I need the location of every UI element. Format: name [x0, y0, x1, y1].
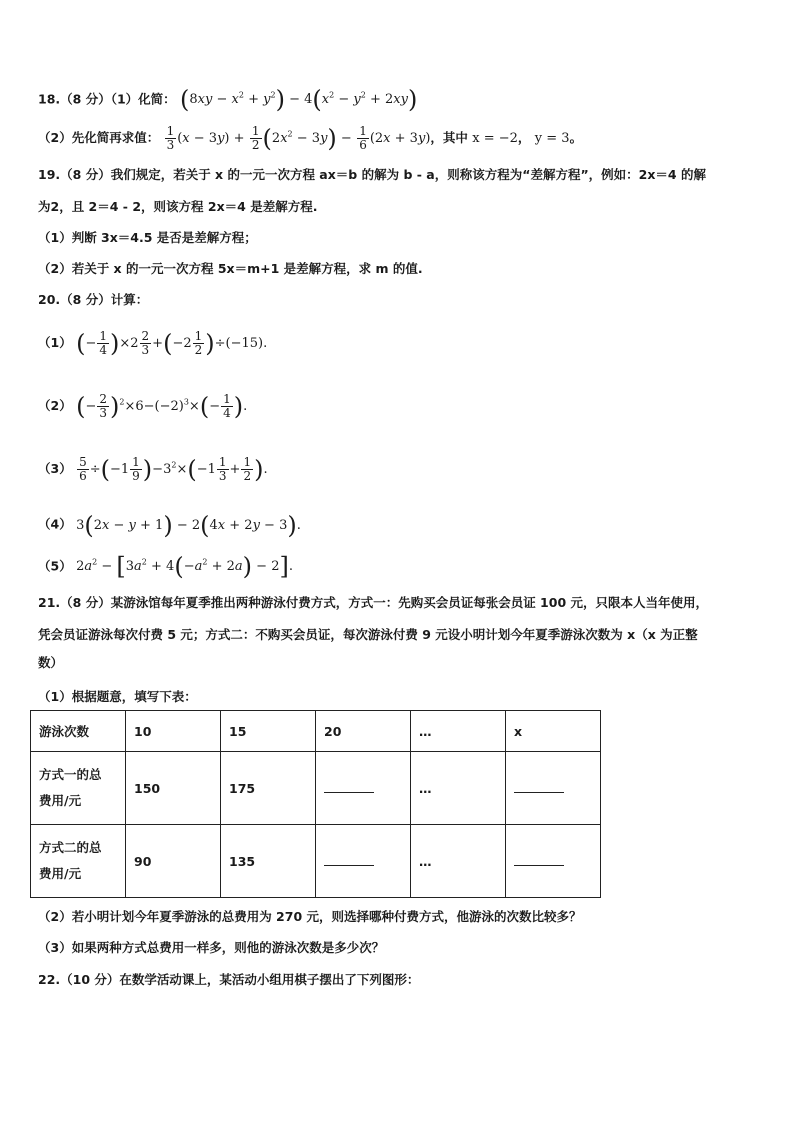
q20-header: 20.（8 分）计算： [38, 292, 149, 307]
answer-blank[interactable] [514, 855, 564, 866]
answer-blank[interactable] [514, 782, 564, 793]
table-cell: … [411, 752, 506, 825]
q18-where: ，其中 [430, 130, 468, 145]
table-cell: x [506, 711, 601, 752]
q20-p5-label: （5） [38, 558, 72, 574]
q21-line1: 21.（8 分）某游泳馆每年夏季推出两种游泳付费方式，方式一：先购买会员证每张会员证 100 元，只限本人当年使用， [38, 595, 708, 610]
q21-line2: 凭会员证游泳每次付费 5 元；方式二：不购买会员证，每次游泳付费 9 元设小明计划今年夏季游泳次数为 x（x 为正整 [38, 627, 698, 642]
q20-part4: （4） 3(2x − y + 1) − 2(4x + 2y − 3). [38, 511, 301, 539]
q19-part2: （2）若关于 x 的一元一次方程 5x＝m+1 是差解方程，求 m 的值. [38, 261, 423, 276]
blank-cell[interactable] [316, 752, 411, 825]
fraction: $\frac{1}{2}$ [251, 124, 260, 152]
table-cell: … [411, 711, 506, 752]
blank-cell[interactable] [506, 825, 601, 898]
q20-part2: （2） (− $\frac{2}{3}$ )$^2\times 6-(-2)^3\times(-$ $\frac{1}{4}$ ). [38, 392, 248, 421]
table-cell: 10 [126, 711, 221, 752]
q21-part3: （3）如果两种方式总费用一样多，则他的游泳次数是多少次？ [38, 940, 385, 955]
q18-expr1: $(8xy - x^2 + y^2) - 4(x^2 - y^2 + 2xy)$ [180, 85, 418, 114]
q18-part2-label: （2）先化简再求值： [38, 130, 160, 145]
q21-part1: （1）根据题意，填写下表： [38, 689, 197, 704]
q19-line2: 为2，且 2＝4 - 2，则该方程 2x＝4 是差解方程. [38, 199, 318, 214]
q19-line1: 19.（8 分）我们规定，若关于 x 的一元一次方程 ax＝b 的解为 b - a，则称该方程为“差解方程”，例如：2x＝4 的解 [38, 167, 706, 182]
q21-part2: （2）若小明计划今年夏季游泳的总费用为 270 元，则选择哪种付费方式，他游泳的次数比较多？ [38, 909, 582, 924]
q18-x-cond: x = −2 [472, 131, 518, 146]
q18-end: 。 [569, 130, 583, 145]
row-label-line: 费用/元 [39, 793, 82, 808]
table-cell: 135 [221, 825, 316, 898]
q19-part1: （1）判断 3x＝4.5 是否是差解方程； [38, 230, 257, 245]
fee-table [30, 710, 601, 898]
table-cell: 游泳次数 [31, 711, 126, 752]
q20-p1-label: （1） [38, 335, 72, 350]
q22-line1: 22.（10 分）在数学活动课上，某活动小组用棋子摆出了下列图形： [38, 972, 420, 987]
q18-header: 18.（8 分）（1）化简： [38, 91, 176, 107]
fraction: $\frac{1}{6}$ [359, 124, 367, 152]
q20-p4-label: （4） [38, 516, 72, 532]
q20-part1: （1） (− $\frac{1}{4}$ )×2 $\frac{2}{3}$ +(−2 $\frac{1}{2}$ )÷(−15). [38, 329, 268, 358]
q18-part1 [38, 87, 417, 112]
table-cell: 15 [221, 711, 316, 752]
row-label-line: 费用/元 [39, 866, 82, 881]
table-cell: 150 [126, 752, 221, 825]
table-row [31, 825, 601, 898]
fraction: $\frac{1}{3}$ [166, 124, 175, 152]
table-cell: … [411, 825, 506, 898]
q20-part3: （3） $\frac{5}{6}$ ÷(−1 $\frac{1}{9}$ )$-3^2\times(-1$ $\frac{1}{3}$ + $\frac{1}{2}$ ). [38, 455, 268, 484]
row-label-line: 方式二的总 [39, 840, 102, 855]
q20-part5: （5） $2a^2 - [3a^2 + 4(-a^2 + 2a) - 2]$. [38, 552, 293, 581]
table-cell: 20 [316, 711, 411, 752]
row-label-line: 方式一的总 [39, 767, 102, 782]
q20-p3-label: （3） [38, 461, 72, 476]
table-cell: 90 [126, 825, 221, 898]
blank-cell[interactable] [506, 752, 601, 825]
table-cell: 175 [221, 752, 316, 825]
table-row-label [31, 752, 126, 825]
table-row-label [31, 825, 126, 898]
blank-cell[interactable] [316, 825, 411, 898]
table-row [31, 711, 601, 752]
q18-part2: （2）先化简再求值： $\frac{1}{3}$ (x − 3y) + $\frac{1}{2}$ $(2x^2 - 3y)$ − $\frac{1}{6}$ (2x + 3y)，其中 x = −2， y = 3。 [38, 124, 583, 153]
answer-blank[interactable] [324, 855, 374, 866]
table-row [31, 752, 601, 825]
q18-y-cond: y = 3 [534, 131, 570, 146]
q21-line3: 数） [38, 655, 64, 670]
q20-p2-label: （2） [38, 398, 72, 413]
answer-blank[interactable] [324, 782, 374, 793]
